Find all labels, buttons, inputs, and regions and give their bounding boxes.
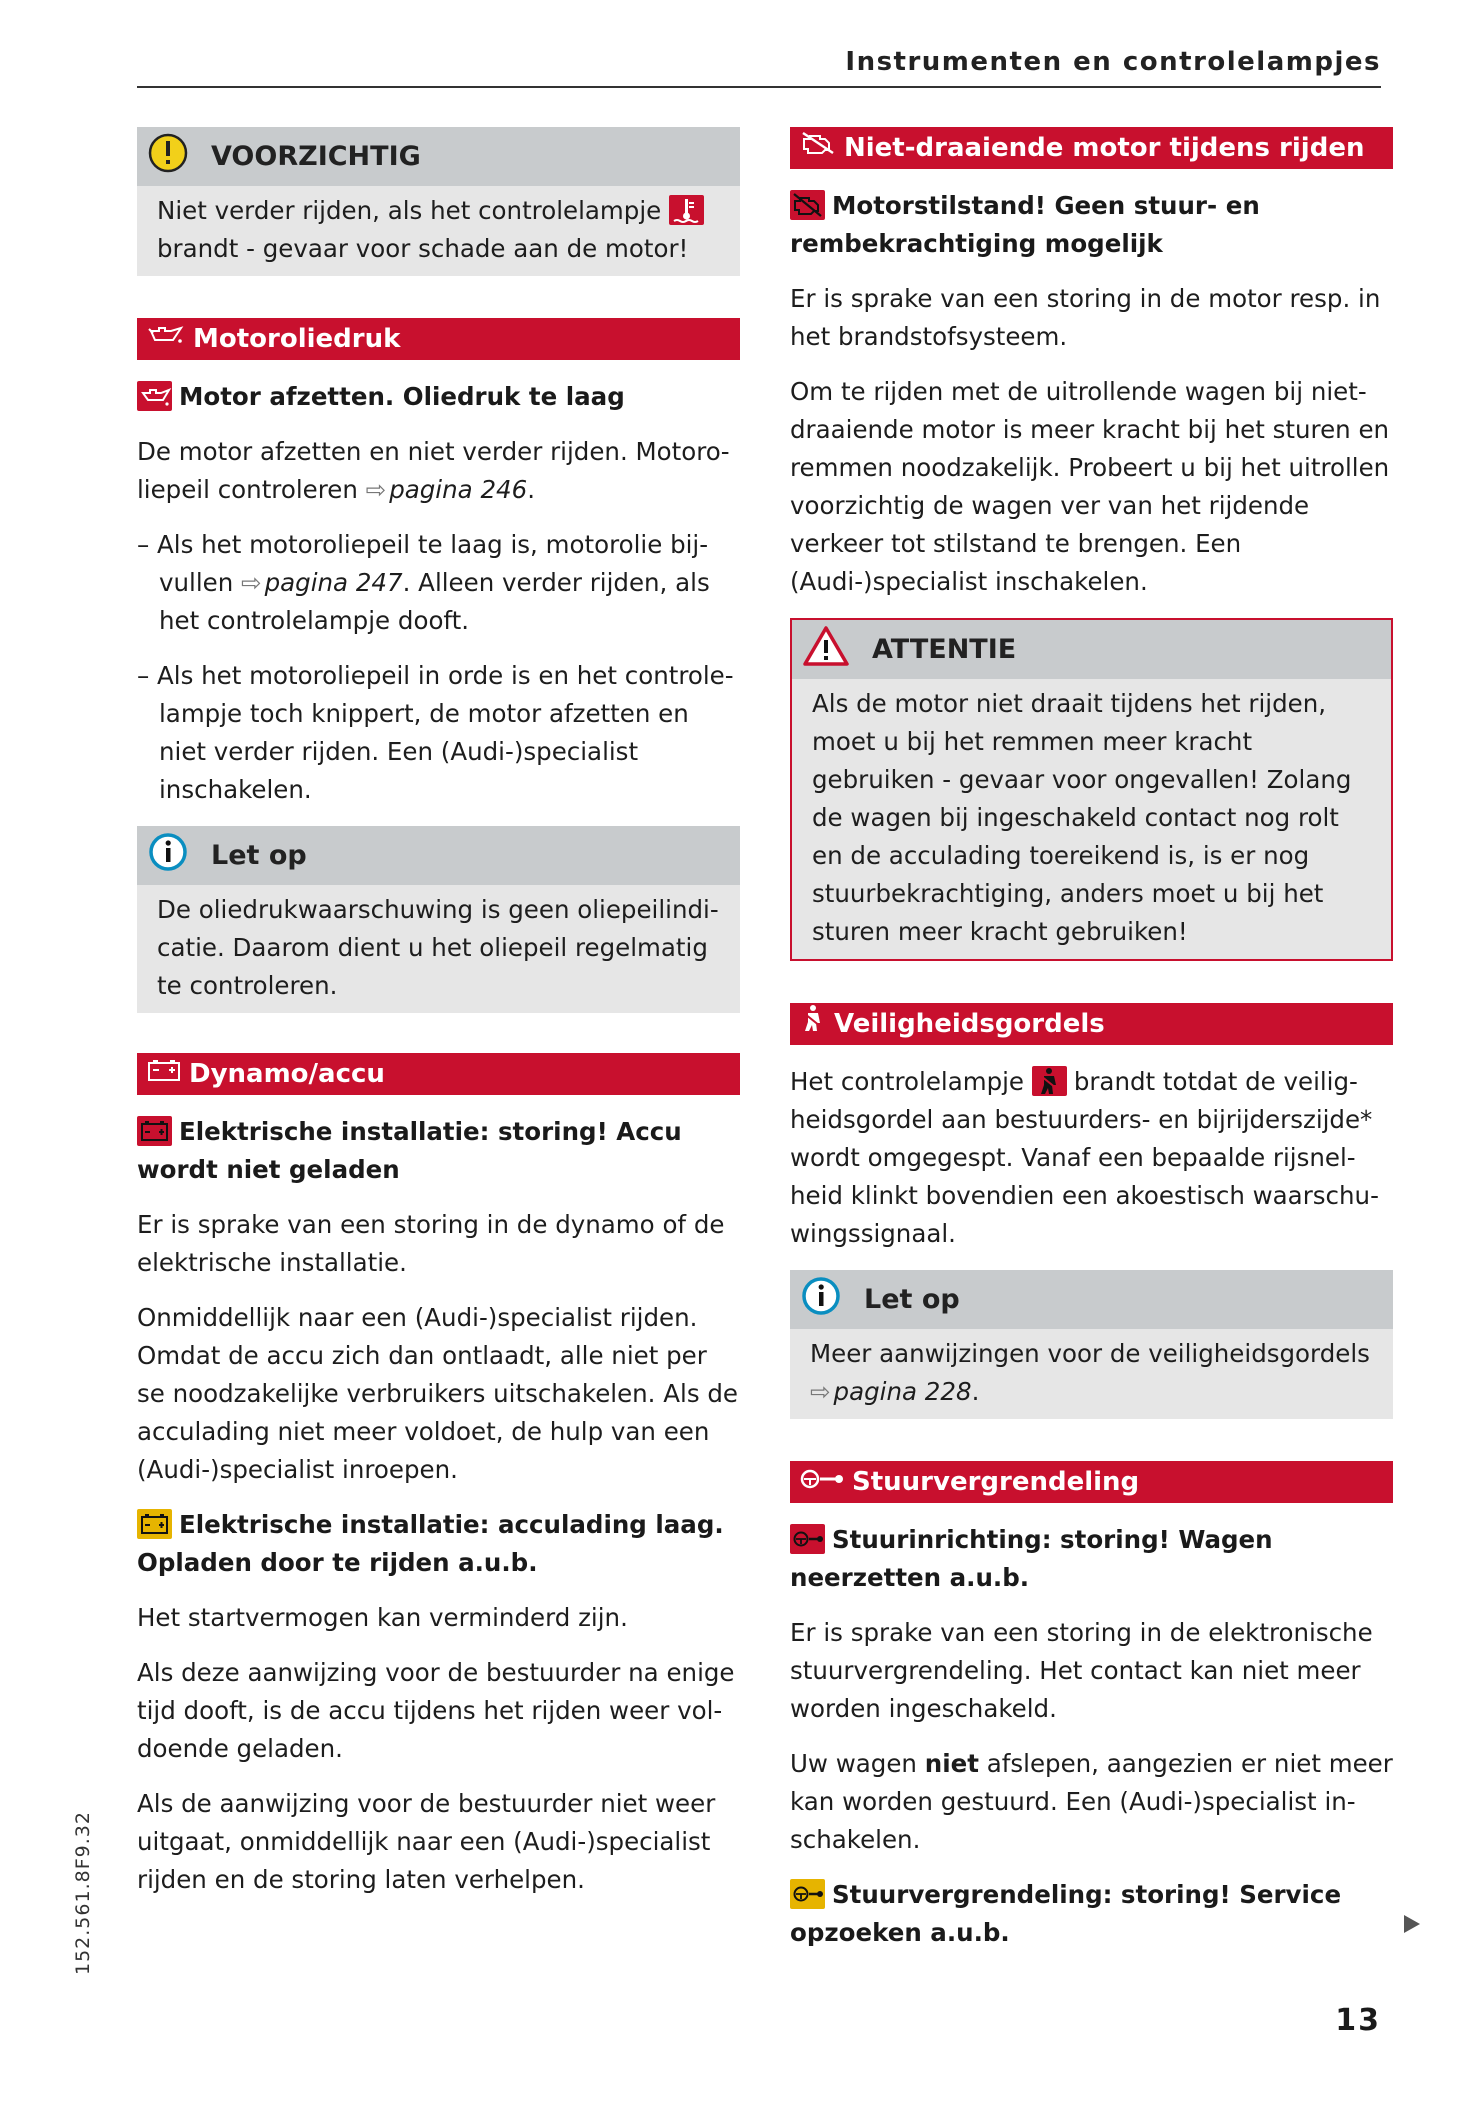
seatbelt-p1-after: brandt totdat de veiligheidsgordel aan bestuurders- en bijrijderszijde* wordt omgegespt. Vanaf een bepaalde rijsnelheid klinkt bovendien een akoestisch waarschuwingssignaal.	[790, 1067, 1379, 1248]
steering-yellow-lamp-icon	[790, 1879, 825, 1909]
seatbelt-heading	[790, 1003, 1393, 1045]
dynamo-heading	[137, 1053, 740, 1095]
dynamo-paragraph-3: Het startvermogen kan verminderd zijn.	[137, 1603, 628, 1632]
info-icon	[147, 831, 189, 880]
battery-red-lamp-icon	[137, 1116, 172, 1146]
engine-stall-lamp-icon	[790, 190, 825, 220]
dynamo-message-1-text: Elektrische installatie: storing! Accu wordt niet geladen	[137, 1117, 682, 1184]
oil-can-icon	[147, 318, 185, 360]
page-link-228[interactable]: pagina 228	[833, 1377, 972, 1406]
seatbelt-p1-text: Het controlelampje	[790, 1067, 1025, 1096]
page-ref-arrow-icon: ⇨	[810, 1377, 831, 1406]
right-column	[790, 127, 1393, 1969]
steering-p2-text: Uw wagen	[790, 1749, 917, 1778]
battery-icon	[147, 1053, 181, 1095]
seatbelt-note-header	[790, 1270, 1393, 1329]
steering-message-1	[790, 1521, 1393, 1597]
warning-box-header	[792, 620, 1391, 679]
warning-body: Als de motor niet draait tijdens het rijden, moet u bij het remmen meer kracht gebruiken - gevaar voor ongevallen! Zolang de wagen bij ingeschakeld contact nog rolt en de acculading toereikend is, is er nog stuurbekrachtiging, anders moet u bij het sturen meer kracht gebruiken!	[812, 689, 1352, 946]
steering-message-2	[790, 1876, 1393, 1952]
caution-icon	[147, 132, 189, 181]
oil-item1-after: . Alleen verder rijden, als het controlelampje dooft.	[159, 568, 710, 635]
oil-pressure-message	[137, 378, 740, 416]
oil-pressure-paragraph	[137, 433, 740, 509]
header-rule	[137, 86, 1381, 88]
page-ref-arrow-icon: ⇨	[241, 568, 262, 597]
info-icon	[800, 1275, 842, 1324]
steering-p2-after: afslepen, aangezien er niet meer kan worden gestuurd. Een (Audi-)specialist inschakelen.	[790, 1749, 1393, 1854]
steering-lock-heading	[790, 1461, 1393, 1503]
dynamo-paragraph-4: Als deze aanwijzing voor de bestuurder na enige tijd dooft, is de accu tijdens het rijden weer voldoende geladen.	[137, 1658, 735, 1763]
oil-note-title: Let op	[211, 840, 307, 871]
page-link-246[interactable]: pagina 246	[389, 475, 528, 504]
seatbelt-note-body	[790, 1329, 1393, 1419]
caution-text-before: Niet verder rijden, als het controlelampje	[157, 196, 662, 225]
caution-body	[137, 186, 740, 276]
warning-title: ATTENTIE	[872, 634, 1017, 665]
engine-stall-paragraph-1: Er is sprake van een storing in de motor resp. in het brandstofsysteem.	[790, 284, 1381, 351]
dynamo-paragraph-5: Als de aanwijzing voor de bestuurder niet weer uitgaat, onmiddellijk naar een (Audi-)specialist rijden en de storing laten verhelpen.	[137, 1789, 716, 1894]
caution-box	[137, 127, 740, 276]
dynamo-paragraph-2: Onmiddellijk naar een (Audi-)specialist rijden. Omdat de accu zich dan ontlaadt, alle niet per se noodzakelijke verbruikers uitschakelen. Als de acculading niet meer voldoet, de hulp van een (Audi-)specialist inroepen.	[137, 1303, 738, 1484]
dynamo-heading-label: Dynamo/accu	[189, 1059, 385, 1089]
page-ref-arrow-icon: ⇨	[365, 475, 387, 504]
oil-note-header	[137, 826, 740, 885]
seatbelt-note-box	[790, 1270, 1393, 1419]
seatbelt-note-text: Meer aanwijzingen voor de veiligheidsgordels	[810, 1339, 1370, 1368]
oil-list-item-1	[137, 526, 740, 640]
dynamo-message-2-text: Elektrische installatie: acculading laag. Opladen door te rijden a.u.b.	[137, 1510, 724, 1577]
dynamo-message-2	[137, 1506, 740, 1582]
continue-arrow-icon	[1401, 1913, 1423, 1939]
left-column	[137, 127, 740, 1916]
seatbelt-heading-label: Veiligheidsgordels	[834, 1009, 1105, 1039]
steering-red-lamp-icon	[790, 1524, 825, 1554]
engine-stall-paragraph-2: Om te rijden met de uitrollende wagen bij niet-draaiende motor is meer kracht bij het sturen en remmen noodzakelijk. Probeert u bij het uitrollen voorzichtig de wagen ver van het rijdende verkeer tot stilstand te brengen. Een (Audi-)specialist inschakelen.	[790, 377, 1390, 596]
seatbelt-icon	[800, 1003, 826, 1045]
caution-text-after: brandt - gevaar voor schade aan de motor!	[157, 234, 689, 263]
caution-title: VOORZICHTIG	[211, 141, 421, 172]
steering-paragraph-2	[790, 1745, 1393, 1859]
oil-pressure-lamp-icon	[137, 381, 172, 411]
seatbelt-note-after: .	[971, 1377, 980, 1406]
warning-box	[790, 618, 1393, 961]
oil-note-body: De oliedrukwaarschuwing is geen oliepeilindicatie. Daarom dient u het oliepeil regelmatig te controleren.	[157, 895, 719, 1000]
steering-lock-heading-label: Stuurvergrendeling	[852, 1467, 1140, 1497]
running-header-title: Instrumenten en controlelampjes	[845, 47, 1381, 77]
caution-box-header	[137, 127, 740, 186]
coolant-temperature-lamp-icon	[669, 195, 704, 225]
dynamo-paragraph-1: Er is sprake van een storing in de dynamo of de elektrische installatie.	[137, 1210, 725, 1277]
engine-stall-message	[790, 187, 1393, 263]
page-link-247[interactable]: pagina 247	[264, 568, 403, 597]
oil-pressure-heading	[137, 318, 740, 360]
battery-yellow-lamp-icon	[137, 1509, 172, 1539]
seatbelt-paragraph	[790, 1063, 1393, 1253]
engine-stall-message-text: Motorstilstand! Geen stuur- en rembekrachtiging mogelijk	[790, 191, 1260, 258]
engine-stall-heading-label: Niet-draaiende motor tijdens rijden	[844, 133, 1365, 163]
oil-note-box	[137, 826, 740, 1013]
oil-list-item-2: – Als het motoroliepeil in orde is en het controlelampje toch knippert, de motor afzetten en niet verder rijden. Een (Audi-)specialist inschakelen.	[137, 661, 734, 804]
oil-pressure-message-text: Motor afzetten. Oliedruk te laag	[179, 382, 625, 411]
page-number: 13	[1335, 2003, 1381, 2038]
oil-pressure-heading-label: Motoroliedruk	[193, 324, 401, 354]
oil-p1-text: De motor afzetten en niet verder rijden. Motoroliepeil controleren	[137, 437, 730, 504]
steering-message-1-text: Stuurinrichting: storing! Wagen neerzetten a.u.b.	[790, 1525, 1273, 1592]
oil-p1-after: .	[527, 475, 536, 504]
dynamo-message-1	[137, 1113, 740, 1189]
warning-triangle-icon	[802, 625, 850, 674]
document-code: 152.561.8F9.32	[72, 1811, 94, 1975]
steering-lock-icon	[800, 1461, 844, 1503]
steering-paragraph-1: Er is sprake van een storing in de elektronische stuurvergrendeling. Het contact kan niet meer worden ingeschakeld.	[790, 1618, 1373, 1723]
seatbelt-note-title: Let op	[864, 1284, 960, 1315]
oil-item1-text: – Als het motoroliepeil te laag is, motorolie bijvullen	[137, 530, 709, 597]
steering-p2-bold: niet	[924, 1749, 979, 1778]
engine-stall-icon	[800, 127, 836, 169]
steering-message-2-text: Stuurvergrendeling: storing! Service opzoeken a.u.b.	[790, 1880, 1342, 1947]
engine-stall-heading	[790, 127, 1393, 169]
seatbelt-lamp-icon	[1032, 1066, 1067, 1096]
